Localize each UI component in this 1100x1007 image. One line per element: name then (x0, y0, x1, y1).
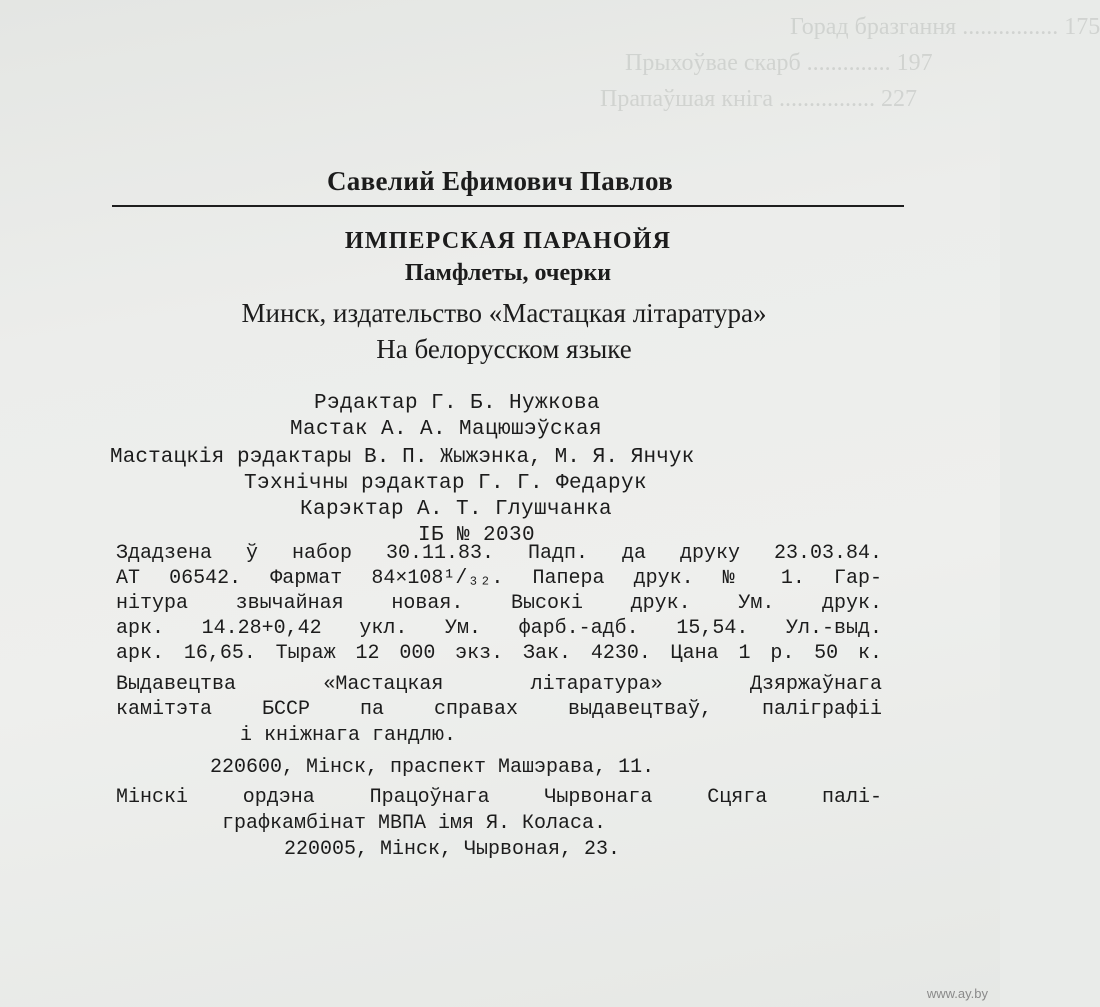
book-subtitle: Памфлеты, очерки (404, 260, 612, 286)
corrector-credit: Карэктар А. Т. Глушчанка (300, 498, 613, 521)
print-details-line-2: АТ 06542. Фармат 84×108¹/₃₂. Папера друк. № 1. Гар- (116, 567, 882, 590)
bleed-line-3: Прапаўшая кніга ................ 227 (600, 86, 918, 112)
printer-block-line-1: Мінскі ордэна Працоўнага Чырвонага Сцяга палі- (116, 786, 882, 809)
author-name: Савелий Ефимович Павлов (327, 166, 673, 196)
print-details-line-5: арк. 16,65. Тыраж 12 000 экз. Зак. 4230. Цана 1 р. 50 к. (116, 642, 882, 665)
print-details-line-4: арк. 14.28+0,42 укл. Ум. фарб.-адб. 15,54. Ул.-выд. (116, 617, 882, 640)
print-details-line-1: Здадзена ў набор 30.11.83. Падп. да друку 23.03.84. (116, 542, 882, 565)
tech-editor-credit: Тэхнічны рэдактар Г. Г. Федарук (244, 472, 648, 495)
header-rule (112, 205, 904, 207)
publisher-address: 220600, Мінск, праспект Машэрава, 11. (210, 756, 655, 779)
printer-address: 220005, Мінск, Чырвоная, 23. (284, 838, 621, 861)
watermark: www.ay.by (926, 986, 988, 1001)
publisher-block-line-1: Выдавецтва «Мастацкая літаратура» Дзяржаўнага (116, 673, 882, 696)
publisher-block-line-3: і кніжнага гандлю. (240, 724, 457, 747)
art-editors-credit: Мастацкія рэдактары В. П. Жыжэнка, М. Я. Янчук (110, 446, 695, 469)
editor-credit: Рэдактар Г. Б. Нужкова (314, 392, 601, 415)
publisher-line: Минск, издательство «Мастацкая літаратура» (241, 298, 767, 328)
language-line: На белорусском языке (376, 334, 632, 364)
bleed-line-1: Горад бразгання ................ 175 (790, 14, 1100, 40)
book-title: ИМПЕРСКАЯ ПАРАНОЙЯ (344, 228, 672, 254)
publisher-block-line-2: камітэта БССР па справах выдавецтваў, паліграфіі (116, 698, 882, 721)
print-details-line-3: нітура звычайная новая. Высокі друк. Ум. друк. (116, 592, 882, 615)
printer-block-line-2: графкамбінат МВПА імя Я. Коласа. (222, 812, 607, 835)
ib-number: ІБ № 2030 (418, 524, 536, 547)
bleed-line-2: Прыхоўвае скарб .............. 197 (625, 50, 933, 76)
artist-credit: Мастак А. А. Мацюшэўская (290, 418, 603, 441)
